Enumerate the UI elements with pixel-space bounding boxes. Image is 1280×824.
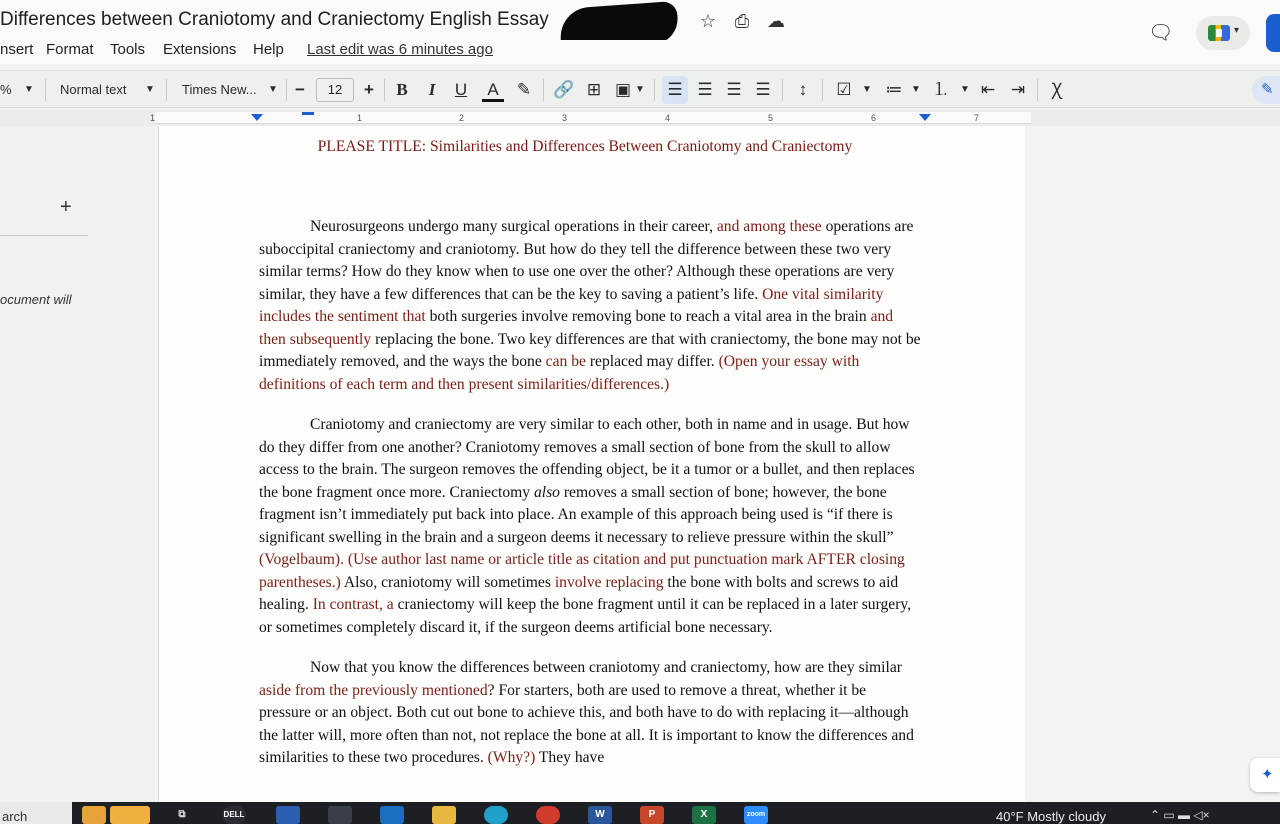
align-right-icon[interactable]: ☰ — [726, 80, 742, 99]
divider — [0, 235, 88, 236]
menu-format[interactable]: Format — [46, 41, 94, 58]
add-summary-button[interactable]: + — [60, 196, 72, 218]
increase-indent-icon[interactable]: ⇥ — [1010, 80, 1026, 99]
meet-camera-icon — [1208, 25, 1230, 41]
bulleted-list-icon[interactable]: ≔ — [885, 80, 903, 99]
font-family-select[interactable]: Times New... — [182, 82, 257, 97]
justify-icon[interactable]: ☰ — [755, 80, 771, 99]
title-actions — [698, 11, 786, 32]
ruler-mark: 7 — [974, 113, 980, 123]
document-outline-panel — [0, 126, 155, 802]
zoom-select[interactable]: % — [0, 82, 12, 97]
checklist-icon[interactable]: ☑ — [836, 80, 852, 99]
font-size-input[interactable]: 12 — [316, 78, 354, 102]
menu-insert[interactable]: nsert — [0, 41, 34, 58]
paragraph-3: Now that you know the differences between craniotomy and craniectomy, how are they similar aside from the previously mentioned? For starters, both are used to remove a threat, whether it be pressure or an object. Both cut out bone to achieve this, and both have to do with replacing it—although the latter will, more often than not, not replace the bone at all. It is important to know the differences and similarities to these two procedures. (Why?) They have — [259, 659, 914, 766]
outline-hint-text: ocument will — [0, 292, 72, 307]
explore-sparkle-button[interactable] — [1250, 758, 1280, 792]
insert-image-icon[interactable]: ▣ — [614, 80, 632, 99]
menu-extensions[interactable]: Extensions — [163, 41, 237, 58]
ruler-mark: 6 — [871, 113, 877, 123]
paragraph-1: Neurosurgeons undergo many surgical operations in their career, and among these operations are suboccipital craniectomy and craniotomy. But how do they tell the difference between these two very similar terms? How do they know when to use one over the other? Although these operations are very similar, they have a few differences that can be the key to saving a patient’s life. One vital similarity includes the sentiment that both surgeries involve removing bone to reach a vital area in the brain and then subsequently replacing the bone. Two key differences are that with craniectomy, the bone may not be immediately removed, and the ways the bone can be replaced may differ. (Open your essay with definitions of each term and then present similarities/differences.) — [259, 218, 921, 393]
edge-icon[interactable] — [484, 806, 508, 824]
dell-app-icon[interactable]: DELL — [222, 806, 246, 824]
line-spacing-icon[interactable]: ↕ — [798, 80, 808, 99]
menu-tools[interactable]: Tools — [110, 41, 146, 58]
system-tray[interactable]: ⌃ ▭ ▬ ◁× — [1150, 808, 1210, 822]
page-heading: PLEASE TITLE: Similarities and Differences Between Craniotomy and Craniectomy — [317, 138, 853, 155]
chevron-down-icon: ▾ — [1234, 25, 1240, 36]
chevron-down-icon[interactable]: ▼ — [911, 84, 921, 95]
paragraph-2: Craniotomy and craniectomy are very similar to each other, both in name and in usage. But how do they differ from one another? Craniotomy removes a small section of bone from the skull to allow access to the brain. The surgeon removes the offending object, be it a tumor or a bullet, and then replaces the bone fragment once more. Craniectomy also removes a small section of bone; however, the bone fragment isn’t immediately put back into place. An example of this approach being used is “if there is significant swelling in the brain and a surgeon deems it necessary to relieve pressure within the skull” (Vogelbaum). (Use author last name or article title as citation and put punctuation mark AFTER closing parentheses.) Also, craniotomy will sometimes involve replacing the bone with bolts and screws to aid healing. In contrast, a craniectomy will keep the bone fragment until it can be replaced in a later surgery, or sometimes completely discard it, if the surgeon deems artificial bone necessary. — [259, 416, 915, 636]
canvas-background — [1025, 126, 1280, 802]
app-icon[interactable] — [276, 806, 300, 824]
decrease-indent-icon[interactable]: ⇤ — [980, 80, 996, 99]
editing-mode-pencil-icon[interactable]: ✎ — [1252, 76, 1280, 104]
document-body[interactable] — [259, 138, 921, 788]
comment-suggestion: (Vogelbaum). (Use author last name or article title as citation and put punctuation mark AFTER closing parentheses.) — [259, 551, 905, 591]
ruler-mark: 1 — [357, 113, 363, 123]
underline-button[interactable]: U — [454, 80, 468, 99]
chevron-down-icon[interactable]: ▼ — [145, 84, 155, 95]
snack-emoji-icon — [82, 806, 106, 824]
link-icon[interactable]: 🔗 — [553, 80, 575, 99]
star-icon[interactable]: ☆ — [699, 11, 717, 31]
bold-button[interactable]: B — [396, 80, 408, 99]
ruler-mark: 2 — [459, 113, 465, 123]
snack-emoji-icon — [110, 806, 150, 824]
paragraph-style-select[interactable]: Normal text — [60, 82, 127, 97]
decrease-font-size-button[interactable]: − — [295, 80, 305, 99]
menu-bar — [0, 40, 1280, 64]
zoom-icon[interactable]: zoom — [744, 806, 768, 824]
document-title[interactable]: Differences between Craniotomy and Craniectomy English Essay — [0, 9, 549, 30]
increase-font-size-button[interactable]: + — [364, 80, 374, 99]
first-line-indent-marker[interactable] — [302, 112, 314, 115]
excel-icon[interactable]: X — [692, 806, 716, 824]
last-edit-link[interactable]: Last edit was 6 minutes ago — [307, 41, 493, 58]
ruler-mark: 1 — [150, 113, 156, 123]
comment-history-icon[interactable]: 🗨 — [1148, 22, 1174, 44]
align-center-icon[interactable]: ☰ — [697, 80, 713, 99]
add-comment-icon[interactable]: ⊞ — [586, 80, 602, 99]
highlight-pen-icon[interactable]: ✎ — [516, 80, 532, 99]
chrome-icon[interactable] — [536, 806, 560, 824]
taskbar-search-box[interactable]: arch — [0, 802, 72, 824]
powerpoint-icon[interactable]: P — [640, 806, 664, 824]
word-icon[interactable]: W — [588, 806, 612, 824]
formatting-toolbar — [0, 70, 1280, 108]
left-indent-marker[interactable] — [251, 114, 263, 121]
windows-taskbar — [0, 802, 1280, 824]
chevron-down-icon[interactable]: ▼ — [960, 84, 970, 95]
right-indent-marker[interactable] — [919, 114, 931, 121]
align-left-icon[interactable]: ☰ — [667, 80, 683, 99]
comment-suggestion: (Open your essay with definitions of each term and then present similarities/differences.) — [259, 353, 860, 393]
numbered-list-icon[interactable]: ⒈ — [932, 80, 950, 99]
ruler-mark: 3 — [562, 113, 568, 123]
chevron-down-icon[interactable]: ▼ — [635, 84, 645, 95]
chevron-down-icon[interactable]: ▼ — [268, 84, 278, 95]
task-view-icon[interactable]: ⧉ — [178, 809, 186, 820]
chevron-down-icon[interactable]: ▼ — [24, 84, 34, 95]
cloud-status-icon[interactable]: ☁ — [767, 11, 785, 31]
text-color-swatch — [482, 99, 504, 102]
menu-help[interactable]: Help — [253, 41, 284, 58]
share-button[interactable] — [1266, 14, 1280, 52]
meet-button[interactable] — [1196, 16, 1250, 50]
mail-icon[interactable] — [380, 806, 404, 824]
weather-widget[interactable]: 40°F Mostly cloudy — [996, 809, 1106, 824]
ruler-document-area — [150, 112, 1031, 124]
ruler-mark: 5 — [768, 113, 774, 123]
store-icon[interactable] — [328, 806, 352, 824]
folder-icon[interactable] — [432, 806, 456, 824]
move-to-folder-icon[interactable]: ⎙ — [734, 11, 750, 31]
chevron-down-icon[interactable]: ▼ — [862, 84, 872, 95]
clear-formatting-icon[interactable]: Ꭓ — [1051, 80, 1063, 99]
italic-button[interactable]: I — [428, 80, 436, 99]
text-color-button[interactable]: A — [487, 80, 499, 99]
title-bar — [0, 0, 1280, 44]
ruler-mark: 4 — [665, 113, 671, 123]
